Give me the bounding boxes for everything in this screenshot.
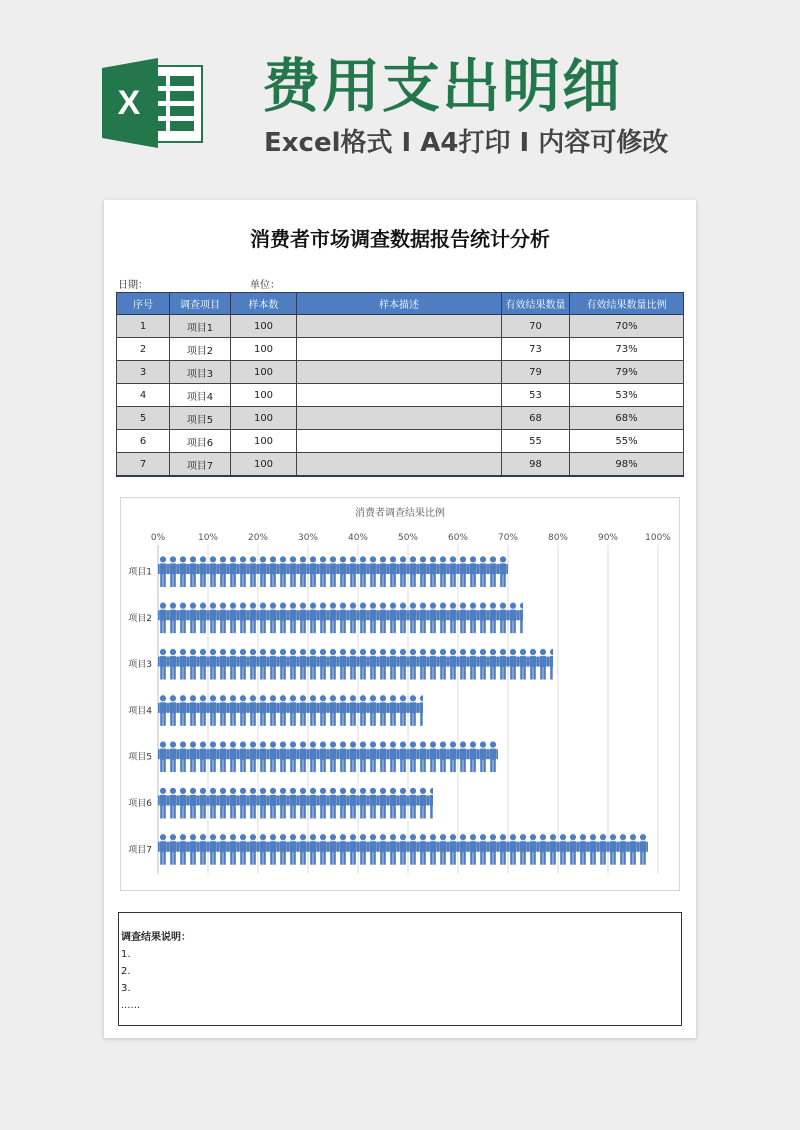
x-tick-label: 80%: [547, 533, 569, 543]
table-cell: 2: [117, 338, 170, 361]
table-row: [117, 384, 684, 407]
x-tick-label: 40%: [347, 533, 369, 543]
notes-item: 2.: [121, 966, 131, 977]
category-label: 项目4: [128, 706, 152, 717]
notes-heading: 调查结果说明：: [121, 932, 191, 943]
x-tick-label: 30%: [297, 533, 319, 543]
bar: [158, 695, 423, 726]
notes-item: ......: [121, 1000, 141, 1011]
table-cell: 100: [231, 430, 297, 453]
table-cell: [297, 315, 502, 338]
bar: [158, 834, 648, 865]
results-notes: [118, 912, 682, 1026]
document-page: [104, 200, 696, 1038]
table-body: [117, 315, 684, 477]
table-cell: 55: [502, 430, 570, 453]
table-cell: 100: [231, 384, 297, 407]
x-tick-label: 50%: [397, 533, 419, 543]
table-cell: 79%: [570, 361, 684, 384]
x-tick-label: 10%: [197, 533, 219, 543]
table-cell: 53: [502, 384, 570, 407]
table-row: [117, 407, 684, 430]
bar: [158, 602, 523, 633]
table-cell: [297, 407, 502, 430]
table-row: [117, 361, 684, 384]
table-cell: [297, 338, 502, 361]
table-cell: 68: [502, 407, 570, 430]
document-title: 消费者市场调查数据报告统计分析: [250, 227, 550, 251]
notes-item: 3.: [121, 983, 131, 994]
bar: [158, 556, 508, 587]
x-tick-label: 60%: [447, 533, 469, 543]
table-cell: 3: [117, 361, 170, 384]
banner-subtitle: Excel格式 I A4打印 I 内容可修改: [264, 128, 669, 158]
x-tick-label: 90%: [597, 533, 619, 543]
table-cell: 79: [502, 361, 570, 384]
table-cell: 100: [231, 453, 297, 477]
table-cell: 68%: [570, 407, 684, 430]
date-label: 日期：: [118, 280, 148, 291]
x-tick-label: 20%: [247, 533, 269, 543]
column-header: 有效结果数量比例: [570, 293, 684, 315]
notes-item: 1.: [121, 949, 131, 960]
x-tick-label: 70%: [497, 533, 519, 543]
column-header: 调查项目: [170, 293, 231, 315]
table-cell: 项目5: [170, 407, 231, 430]
column-header: 样本描述: [297, 293, 502, 315]
column-header: 样本数: [231, 293, 297, 315]
x-tick-label: 0%: [150, 533, 166, 543]
chart-panel: [120, 497, 680, 891]
table-row: [117, 453, 684, 477]
table-row: [117, 315, 684, 338]
banner: [0, 0, 800, 190]
column-header: 有效结果数量: [502, 293, 570, 315]
table-cell: 100: [231, 338, 297, 361]
table-cell: 6: [117, 430, 170, 453]
table-cell: 73%: [570, 338, 684, 361]
table-cell: 98: [502, 453, 570, 477]
table-cell: 70%: [570, 315, 684, 338]
bar: [158, 741, 498, 772]
table-cell: 项目2: [170, 338, 231, 361]
table-header-row: [117, 293, 684, 315]
table-row: [117, 338, 684, 361]
table-cell: 100: [231, 361, 297, 384]
bar: [158, 649, 553, 680]
table-cell: 70: [502, 315, 570, 338]
category-label: 项目5: [128, 752, 152, 763]
column-header: 序号: [117, 293, 170, 315]
table-cell: 项目6: [170, 430, 231, 453]
table-cell: 5: [117, 407, 170, 430]
category-label: 项目6: [128, 799, 152, 809]
table-cell: [297, 430, 502, 453]
table-cell: 73: [502, 338, 570, 361]
table-row: [117, 430, 684, 453]
unit-label: 单位：: [250, 280, 280, 291]
bar: [158, 788, 433, 819]
table-cell: 1: [117, 315, 170, 338]
banner-title: 费用支出明细: [262, 52, 623, 120]
table-cell: 项目4: [170, 384, 231, 407]
category-label: 项目3: [128, 660, 152, 671]
table-cell: 项目3: [170, 361, 231, 384]
excel-logo-icon: [102, 58, 204, 148]
table-cell: [297, 453, 502, 477]
table-cell: 53%: [570, 384, 684, 407]
table-cell: 7: [117, 453, 170, 477]
pictogram-bar-chart: [121, 498, 679, 890]
table-cell: 100: [231, 407, 297, 430]
table-cell: [297, 361, 502, 384]
category-label: 项目7: [128, 845, 152, 856]
table-cell: 98%: [570, 453, 684, 477]
table-cell: 100: [231, 315, 297, 338]
table-cell: 55%: [570, 430, 684, 453]
table-cell: 项目1: [170, 315, 231, 338]
logo-letter: X: [117, 84, 141, 122]
category-label: 项目2: [128, 613, 152, 624]
table-cell: [297, 384, 502, 407]
table-cell: 4: [117, 384, 170, 407]
x-tick-label: 100%: [645, 533, 671, 543]
category-label: 项目1: [128, 567, 152, 578]
table-cell: 项目7: [170, 453, 231, 477]
survey-table: [116, 292, 684, 477]
chart-title: 消费者调查结果比例: [355, 508, 445, 519]
